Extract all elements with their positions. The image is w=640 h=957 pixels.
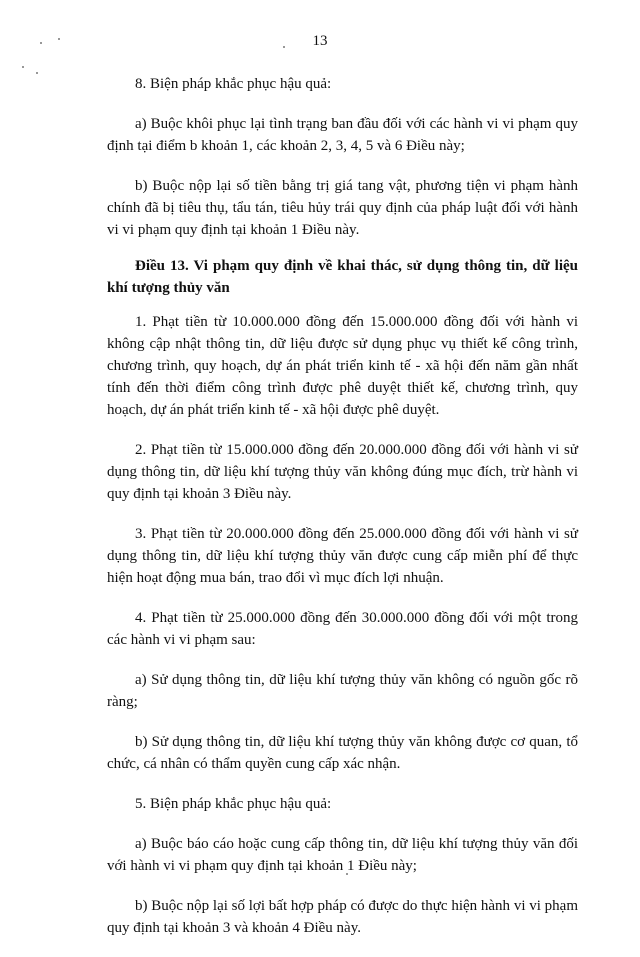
paragraph: b) Buộc nộp lại số lợi bất hợp pháp có được do thực hiện hành vi vi phạm quy định tại khoản 3 và khoản 4 Điều này.: [107, 898, 578, 936]
paragraph: 2. Phạt tiền từ 15.000.000 đồng đến 20.000.000 đồng đối với hành vi sử dụng thông tin, dữ liệu khí tượng thủy văn không đúng mục đích, trừ hành vi quy định tại khoản 3 Điều này.: [107, 442, 578, 502]
paragraph: b) Sử dụng thông tin, dữ liệu khí tượng thủy văn không được cơ quan, tổ chức, cá nhân có thẩm quyền cung cấp xác nhận.: [107, 734, 578, 772]
paragraph: 3. Phạt tiền từ 20.000.000 đồng đến 25.000.000 đồng đối với hành vi sử dụng thông tin, dữ liệu khí tượng thủy văn được cung cấp miễn phí để thực hiện hoạt động mua bán, trao đổi vì mục đích lợi nhuận.: [107, 526, 578, 586]
page-number: 13: [312, 33, 328, 49]
scan-speck: [36, 72, 38, 74]
article-heading: Điều 13. Vi phạm quy định về khai thác, sử dụng thông tin, dữ liệu khí tượng thủy văn: [107, 258, 578, 296]
paragraph: 8. Biện pháp khắc phục hậu quả:: [135, 76, 332, 92]
paragraph: a) Buộc báo cáo hoặc cung cấp thông tin, dữ liệu khí tượng thủy văn đối với hành vi vi phạm quy định tại khoản 1 Điều này;: [107, 836, 578, 874]
paragraph: 5. Biện pháp khắc phục hậu quả:: [135, 796, 332, 812]
paragraph: a) Buộc khôi phục lại tình trạng ban đầu đối với các hành vi vi phạm quy định tại điểm b khoản 1, các khoản 2, 3, 4, 5 và 6 Điều này;: [107, 116, 578, 154]
paragraph: 1. Phạt tiền từ 10.000.000 đồng đến 15.000.000 đồng đối với hành vi không cập nhật thông tin, dữ liệu được sử dụng phục vụ thiết kế công trình, chương trình, quy hoạch, dự án phát triển kinh tế - xã hội đến năm gần nhất tính đến thời điểm công trình được phê duyệt thiết kế, chương trình, quy hoạch, dự án phát triển kinh tế - xã hội được phê duyệt.: [107, 314, 578, 418]
scan-speck: [22, 66, 24, 68]
document-body: [107, 73, 578, 957]
paragraph: b) Buộc nộp lại số tiền bằng trị giá tang vật, phương tiện vi phạm hành chính đã bị tiêu thụ, tẩu tán, tiêu hủy trái quy định của pháp luật đối với hành vi vi phạm quy định tại khoản 1 Điều này.: [107, 178, 578, 238]
paragraph: a) Sử dụng thông tin, dữ liệu khí tượng thủy văn không có nguồn gốc rõ ràng;: [107, 672, 578, 710]
paragraph: 4. Phạt tiền từ 25.000.000 đồng đến 30.000.000 đồng đối với một trong các hành vi vi phạm sau:: [107, 610, 578, 648]
